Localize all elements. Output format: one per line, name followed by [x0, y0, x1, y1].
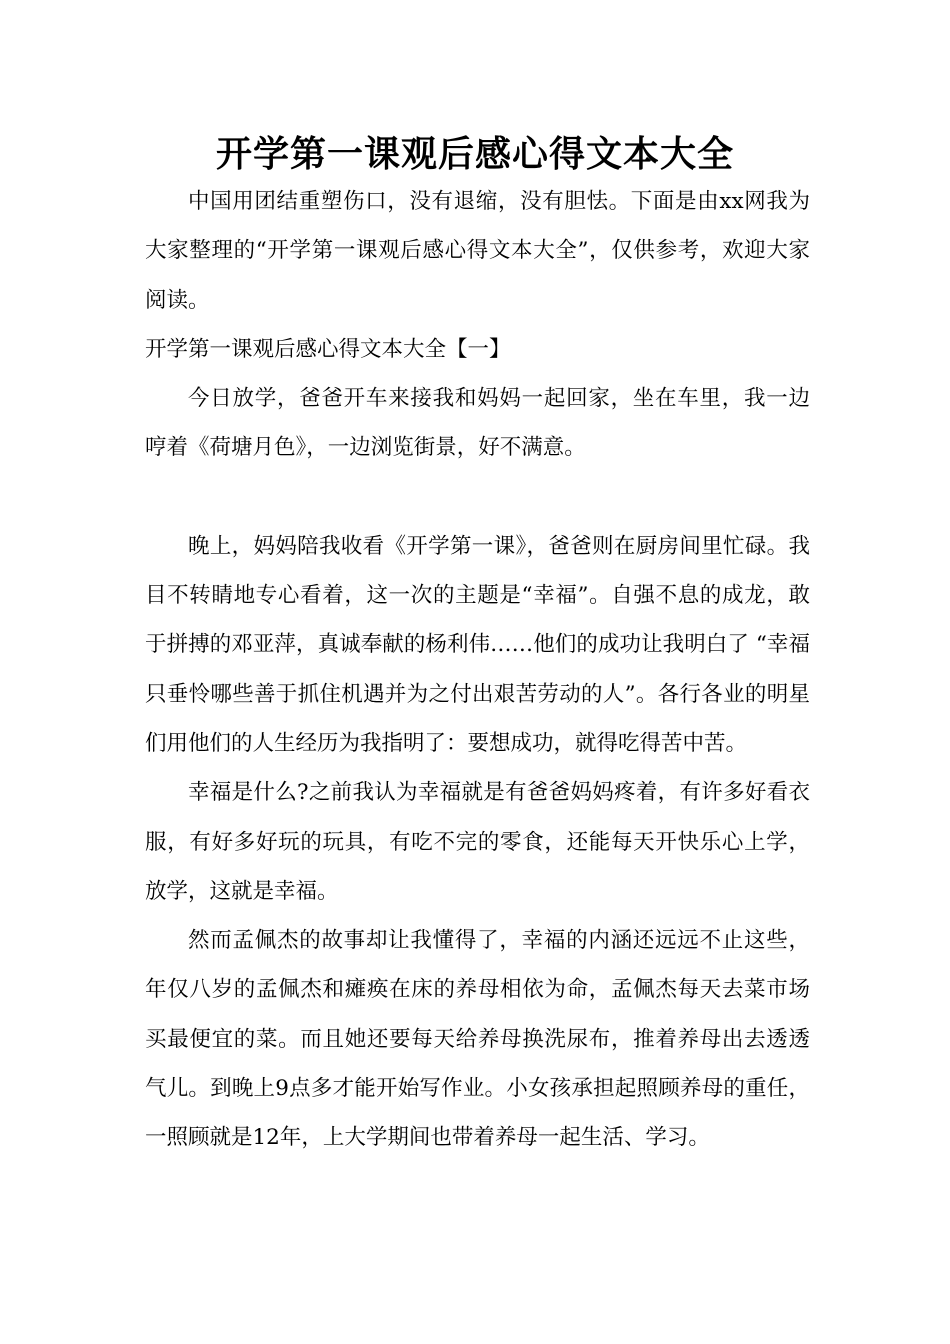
body-paragraph-4: 然而孟佩杰的故事却让我懂得了，幸福的内涵还远远不止这些，年仅八岁的孟佩杰和瘫痪在床的养母相依为命，孟佩杰每天去菜市场买最便宜的菜。而且她还要每天给养母换洗尿布，推着养母出去透透气儿。到晚上9点多才能开始写作业。小女孩承担起照顾养母的重任，一照顾就是12年，上大学期间也带着养母一起生活、学习。	[145, 928, 810, 1151]
body-paragraph-1: 今日放学，爸爸开车来接我和妈妈一起回家，坐在车里，我一边哼着《荷塘月色》，一边浏览街景，好不满意。	[145, 386, 810, 461]
body-paragraph-3: 幸福是什么?之前我认为幸福就是有爸爸妈妈疼着，有许多好看衣服，有好多好玩的玩具，有吃不完的零食，还能每天开快乐心上学，放学，这就是幸福。	[145, 780, 810, 904]
document-body	[145, 177, 810, 1163]
paragraph-spacer	[145, 473, 810, 522]
body-paragraph-2: 晚上，妈妈陪我收看《开学第一课》，爸爸则在厨房间里忙碌。我目不转睛地专心看着，这一次的主题是“幸福”。自强不息的成龙，敢于拼搏的邓亚萍，真诚奉献的杨利伟……他们的成功让我明白了 “幸福只垂怜哪些善于抓住机遇并为之付出艰苦劳动的人”。各行各业的明星们用他们的人生经历为我指明了：要想成功，就得吃得苦中苦。	[145, 533, 810, 756]
intro-paragraph: 中国用团结重塑伤口，没有退缩，没有胆怯。下面是由xx网我为大家整理的“开学第一课观后感心得文本大全”，仅供参考，欢迎大家阅读。	[145, 189, 810, 313]
section-heading: 开学第一课观后感心得文本大全【一】	[145, 336, 511, 362]
document-title: 开学第一课观后感心得文本大全	[215, 133, 734, 175]
